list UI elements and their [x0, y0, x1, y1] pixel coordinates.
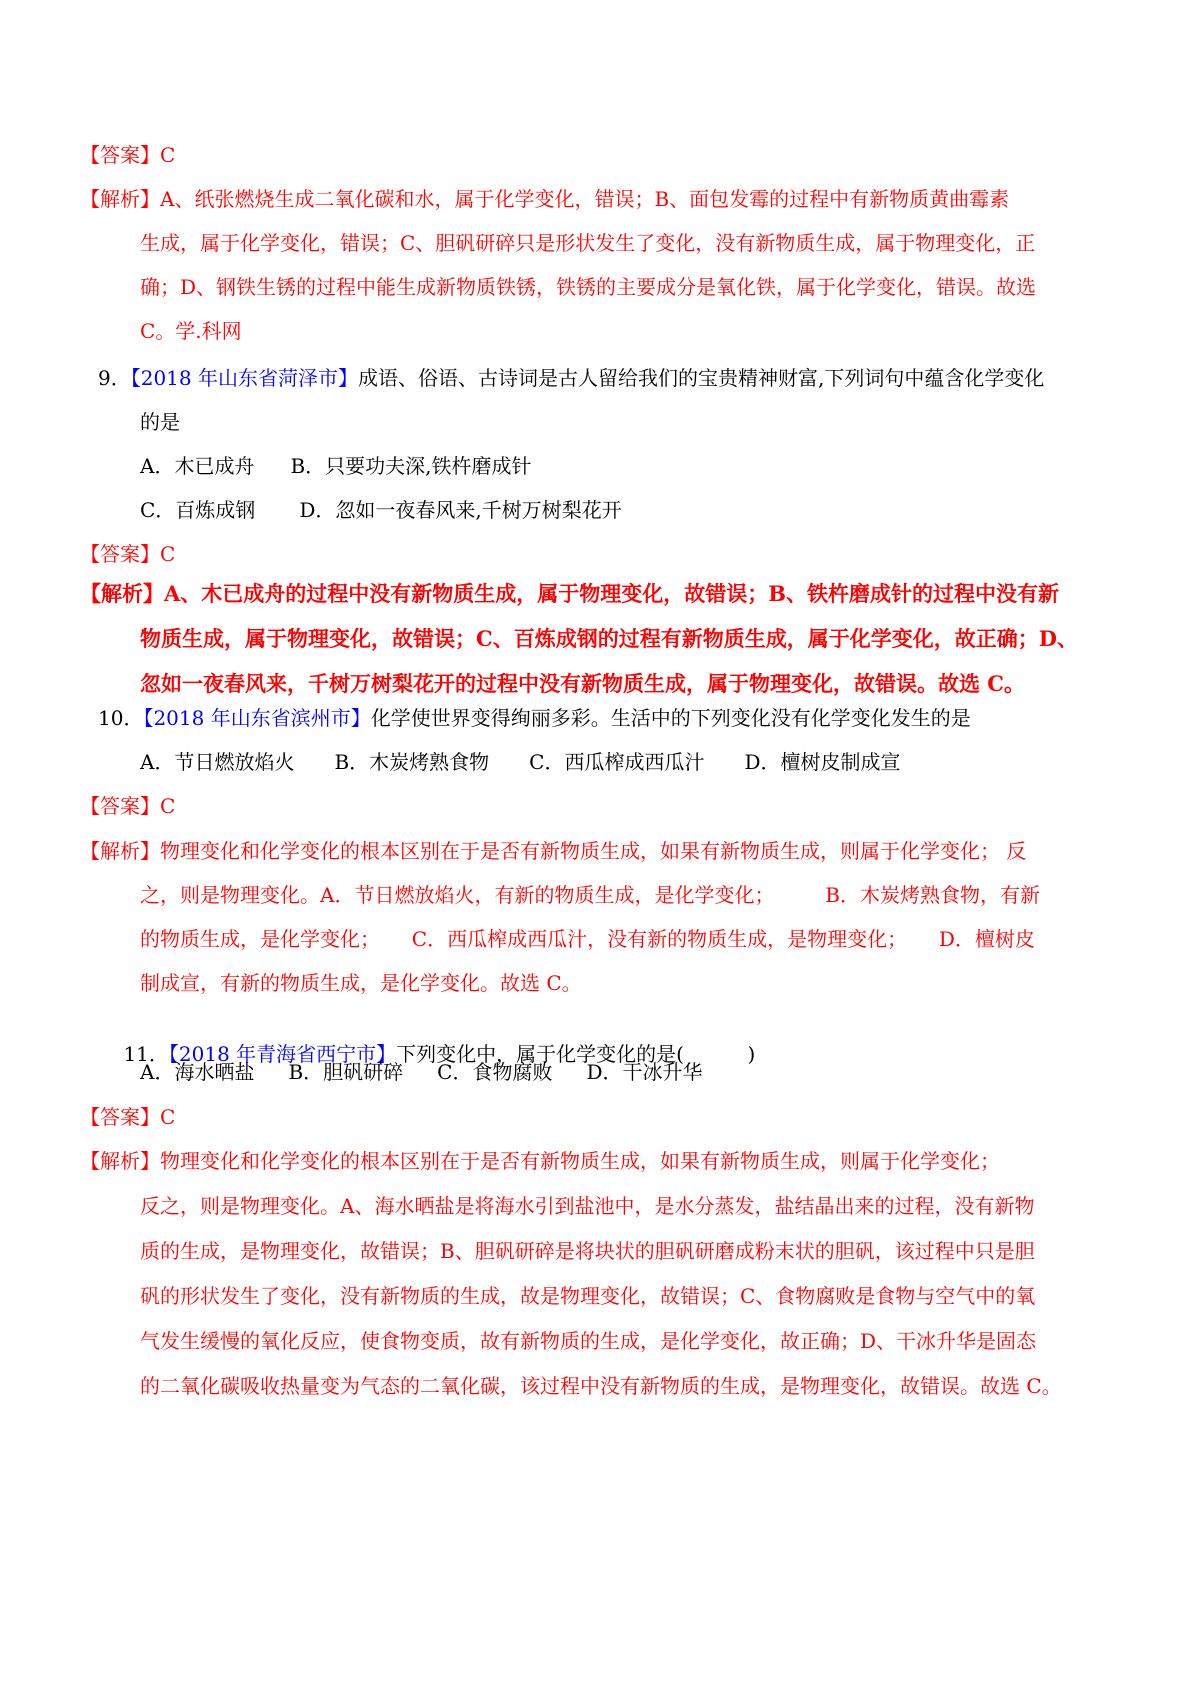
- explanation-label: 【解析】: [80, 1149, 160, 1173]
- explanation-line: [80, 186, 1009, 212]
- option-a: A．节日燃放焰火: [140, 750, 295, 774]
- option-d: D．干冰升华: [586, 1060, 703, 1084]
- explanation-line: 的物质生成，是化学变化； C．西瓜榨成西瓜汁，没有新的物质生成，是物理变化； D．檀树皮: [140, 927, 1035, 951]
- explanation-text: 物理变化和化学变化的根本区别在于是否有新物质生成，如果有新物质生成，则属于化学变化；: [160, 1149, 1000, 1173]
- question-number: 11．: [123, 1042, 169, 1066]
- answer-value: C: [160, 542, 176, 566]
- answer-line: [80, 142, 175, 168]
- option-c: C．食物腐败: [437, 1060, 553, 1084]
- question-number: 10．: [98, 706, 144, 730]
- question-text: 下列变化中，属于化学变化的是( ): [396, 1042, 756, 1066]
- answer-line: [80, 793, 175, 819]
- option-b: B．胆矾研碎: [288, 1060, 404, 1084]
- answer-label: 【答案】: [80, 143, 160, 167]
- option-a: A．海水晒盐: [140, 1060, 255, 1084]
- options-row: [140, 497, 622, 523]
- question-number: 9．: [98, 366, 131, 390]
- options-row: [140, 1059, 703, 1085]
- answer-line: [80, 541, 175, 567]
- answer-value: C: [160, 1105, 176, 1129]
- explanation-line: 的二氧化碳吸收热量变为气态的二氧化碳，该过程中没有新物质的生成，是物理变化，故错误。故选 C。: [140, 1374, 1062, 1398]
- explanation-text: A、纸张燃烧生成二氧化碳和水，属于化学变化，错误；B、面包发霉的过程中有新物质黄曲霉素: [160, 187, 1010, 211]
- explanation-label: 【解析】: [80, 839, 160, 863]
- explanation-line: [80, 1148, 1000, 1174]
- option-a: A．木已成舟: [140, 454, 255, 478]
- explanation-line: 气发生缓慢的氧化反应，使食物变质，故有新物质的生成，是化学变化，故正确；D、干冰升华是固态: [140, 1329, 1037, 1353]
- explanation-line: 物质生成，属于物理变化，故错误；C、百炼成钢的过程有新物质生成，属于化学变化，故正确；D、: [140, 626, 1078, 651]
- explanation-line: 确；D、钢铁生锈的过程中能生成新物质铁锈，铁锈的主要成分是氧化铁，属于化学变化，错误。故选: [140, 275, 1037, 299]
- question-text: 成语、俗语、古诗词是古人留给我们的宝贵精神财富,下列词句中蕴含化学变化: [358, 366, 1045, 390]
- answer-value: C: [160, 143, 176, 167]
- explanation-line: 反之，则是物理变化。A、海水晒盐是将海水引到盐池中，是水分蒸发，盐结晶出来的过程，没有新物: [140, 1194, 1035, 1218]
- explanation-line: [80, 581, 1059, 607]
- answer-label: 【答案】: [80, 794, 160, 818]
- option-d: D．忽如一夜春风来,千树万树梨花开: [299, 498, 622, 522]
- explanation-label: 【解析】: [80, 187, 160, 211]
- question-stem: [98, 365, 1044, 391]
- explanation-text: A、木已成舟的过程中没有新物质生成，属于物理变化，故错误；B、铁杵磨成针的过程中没有新: [164, 581, 1060, 606]
- option-b: B．木炭烤熟食物: [334, 750, 490, 774]
- answer-line: [80, 1104, 175, 1130]
- question-text: 化学使世界变得绚丽多彩。生活中的下列变化没有化学变化发生的是: [370, 706, 971, 730]
- option-c: C．西瓜榨成西瓜汁: [529, 750, 705, 774]
- answer-label: 【答案】: [80, 1105, 160, 1129]
- options-row: [140, 749, 901, 775]
- explanation-line: 制成宣，有新的物质生成，是化学变化。故选 C。: [140, 971, 582, 995]
- explanation-line: 矾的形状发生了变化，没有新物质的生成，故是物理变化，故错误；C、食物腐败是食物与空气中的氧: [140, 1284, 1036, 1308]
- option-c: C．百炼成钢: [140, 498, 256, 522]
- option-d: D．檀树皮制成宣: [744, 750, 901, 774]
- options-row: [140, 453, 532, 479]
- question-text-continued: 的是: [140, 410, 180, 434]
- explanation-text: 物理变化和化学变化的根本区别在于是否有新物质生成，如果有新物质生成，则属于化学变化； 反: [160, 839, 1027, 863]
- answer-label: 【答案】: [80, 542, 160, 566]
- explanation-line: 之，则是物理变化。A．节日燃放焰火，有新的物质生成，是化学变化； B．木炭烤熟食物，有新: [140, 883, 1040, 907]
- explanation-label: 【解析】: [80, 581, 164, 606]
- explanation-line: [80, 838, 1026, 864]
- explanation-line: 质的生成，是物理变化，故错误；B、胆矾研碎是将块状的胆矾研磨成粉末状的胆矾，该过程中只是胆: [140, 1239, 1035, 1263]
- question-stem: [98, 705, 971, 731]
- question-source: 【2018 年山东省菏泽市】: [130, 366, 358, 390]
- explanation-line: 生成，属于化学变化，错误；C、胆矾研碎只是形状发生了变化，没有新物质生成，属于物理变化，正: [140, 231, 1036, 255]
- explanation-line: C。学.科网: [140, 319, 242, 343]
- explanation-line: 忽如一夜春风来，千树万树梨花开的过程中没有新物质生成，属于物理变化，故错误。故选 C。: [140, 671, 1026, 696]
- answer-value: C: [160, 794, 176, 818]
- question-source: 【2018 年青海省西宁市】: [168, 1042, 397, 1066]
- question-source: 【2018 年山东省滨州市】: [143, 706, 371, 730]
- option-b: B．只要功夫深,铁杵磨成针: [290, 454, 532, 478]
